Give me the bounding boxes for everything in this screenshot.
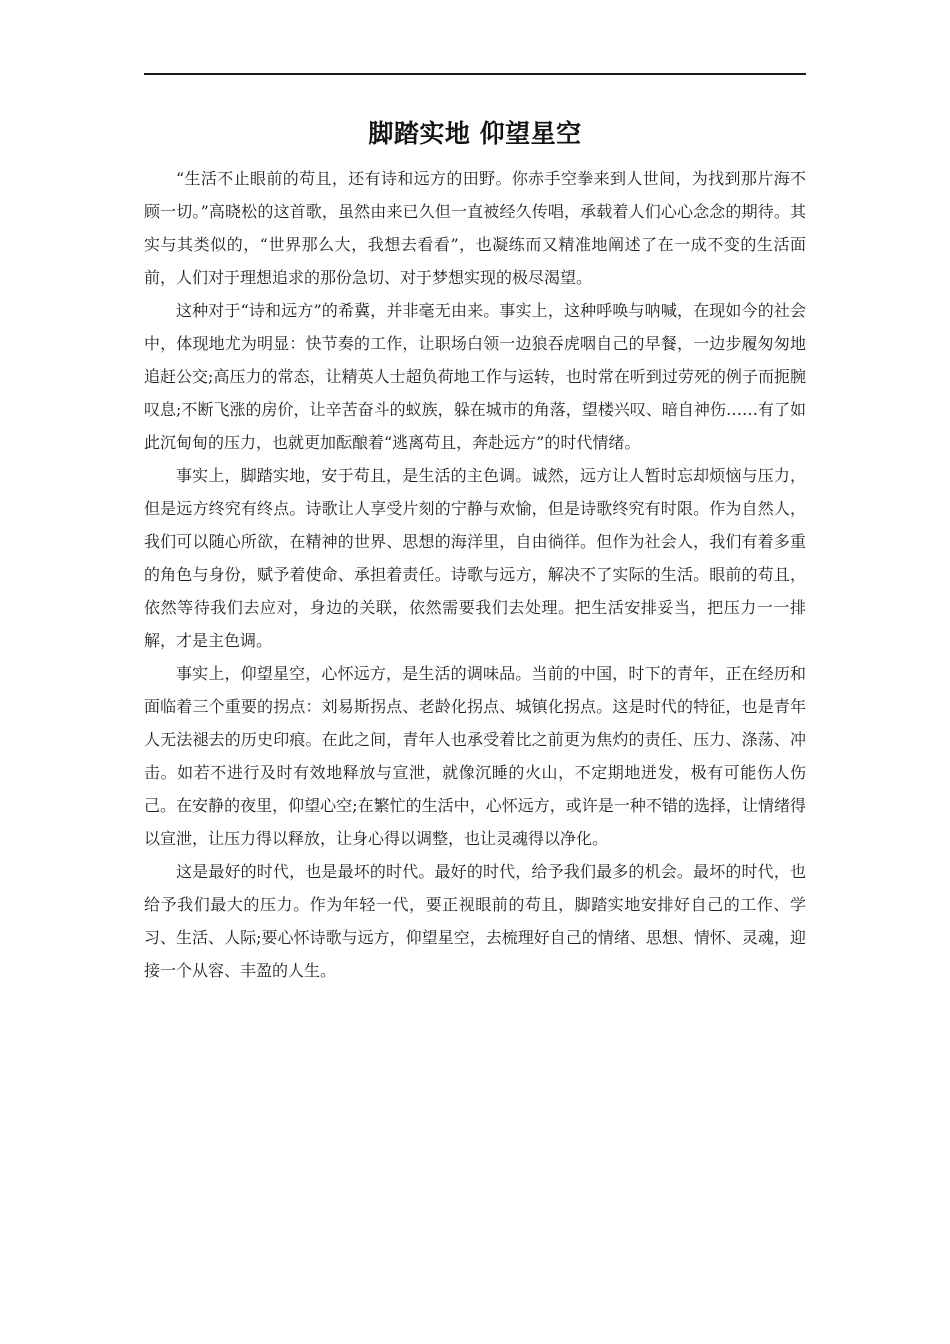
- paragraph-1: “生活不止眼前的苟且，还有诗和远方的田野。你赤手空拳来到人世间，为找到那片海不顾一切。”高晓松的这首歌，虽然由来已久但一直被经久传唱，承载着人们心心念念的期待。其实与其类似的，“世界那么大，我想去看看”，也凝练而又精准地阐述了在一成不变的生活面前，人们对于理想追求的那份急切、对于梦想实现的极尽渴望。: [144, 169, 806, 287]
- document-body: [144, 162, 806, 987]
- document-title: 脚踏实地 仰望星空: [368, 119, 582, 148]
- paragraph-2: 这种对于“诗和远方”的希冀，并非毫无由来。事实上，这种呼唤与呐喊，在现如今的社会中，体现地尤为明显：快节奏的工作，让职场白领一边狼吞虎咽自己的早餐，一边步履匆匆地追赶公交;高压力的常态，让精英人士超负荷地工作与运转，也时常在听到过劳死的例子而扼腕叹息;不断飞涨的房价，让辛苦奋斗的蚁族，躲在城市的角落，望楼兴叹、暗自神伤……有了如此沉甸甸的压力，也就更加酝酿着“逃离苟且，奔赴远方”的时代情绪。: [144, 301, 806, 452]
- paragraph-5: 这是最好的时代，也是最坏的时代。最好的时代，给予我们最多的机会。最坏的时代，也给予我们最大的压力。作为年轻一代，要正视眼前的苟且，脚踏实地安排好自己的工作、学习、生活、人际;要心怀诗歌与远方，仰望星空，去梳理好自己的情绪、思想、情怀、灵魂，迎接一个从容、丰盈的人生。: [144, 862, 806, 980]
- header-rule: [144, 73, 806, 75]
- paragraph-4: 事实上，仰望星空，心怀远方，是生活的调味品。当前的中国，时下的青年，正在经历和面临着三个重要的拐点：刘易斯拐点、老龄化拐点、城镇化拐点。这是时代的特征，也是青年人无法褪去的历史印痕。在此之间，青年人也承受着比之前更为焦灼的责任、压力、涤荡、冲击。如若不进行及时有效地释放与宣泄，就像沉睡的火山，不定期地迸发，极有可能伤人伤己。在安静的夜里，仰望心空;在繁忙的生活中，心怀远方，或许是一种不错的选择，让情绪得以宣泄，让压力得以释放，让身心得以调整，也让灵魂得以净化。: [144, 664, 806, 848]
- paragraph-3: 事实上，脚踏实地，安于苟且，是生活的主色调。诚然，远方让人暂时忘却烦恼与压力，但是远方终究有终点。诗歌让人享受片刻的宁静与欢愉，但是诗歌终究有时限。作为自然人，我们可以随心所欲，在精神的世界、思想的海洋里，自由徜徉。但作为社会人，我们有着多重的角色与身份，赋予着使命、承担着责任。诗歌与远方，解决不了实际的生活。眼前的苟且，依然等待我们去应对，身边的关联，依然需要我们去处理。把生活安排妥当，把压力一一排解，才是主色调。: [144, 466, 806, 650]
